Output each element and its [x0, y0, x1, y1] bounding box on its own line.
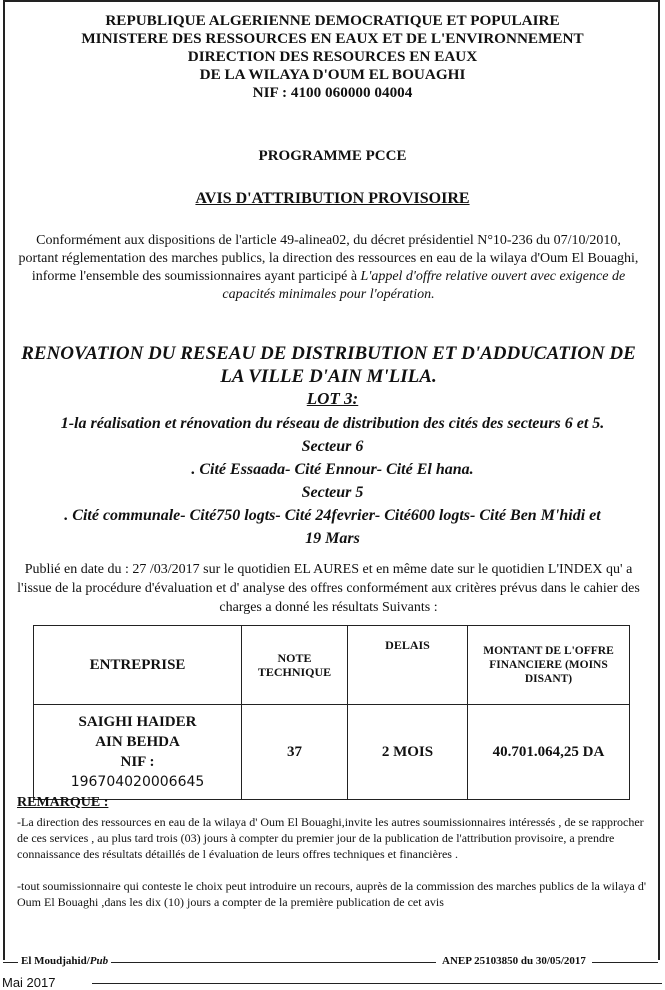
lot-title: LOT 3: — [306, 389, 359, 408]
footer-anep: ANEP 25103850 du 30/05/2017 — [436, 955, 592, 967]
entreprise-nif-value: 196704020006645 — [70, 774, 205, 790]
secteur-5-label: Secteur 5 — [301, 484, 364, 501]
header-direction: DIRECTION DES RESOURCES EN EAUX — [187, 48, 478, 65]
avis-title: AVIS D'ATTRIBUTION PROVISOIRE — [195, 190, 470, 207]
footer-brand-name: El Moudjahid/ — [21, 955, 90, 967]
lot-line-1: 1-la réalisation et rénovation du réseau de distribution des cités des secteurs 6 et 5. — [60, 415, 605, 432]
publication-paragraph: Publié en date du : 27 /03/2017 sur le quotidien EL AURES et en même date sur le quotidien L'INDEX qu' a l'issue de la procédure d'évaluation et d' analyse des offres conformément aux critères prévus dans le cahier des charges a donné les résultats Suivants : — [17, 562, 640, 615]
remarque-paragraph-1: -La direction des ressources en eau de la wilaya d' Oum El Bouaghi,invite les autres soumissionnaires intéressés , de se rapprocher de ces services , au plus tard trois (03) jours à compter du premier jour de la publication de l'attribution provisoire, a prendre connaissance des résultats détaillés de l évaluation de leurs offres techniques et financières . — [17, 815, 644, 861]
footer-brand — [18, 955, 111, 967]
intro-paragraph — [16, 232, 641, 304]
intro-text: Conformément aux dispositions de l'article 49-alinea02, du décret présidentiel N°10-236 du 07/10/2010, portant réglementation des marches publics, la direction des ressources en eau de la wilaya d'Oum El Bouaghi, informe l'ensemble des soumissionnaires ayant participé à — [18, 233, 639, 284]
secteur-6-cites: . Cité Essaada- Cité Ennour- Cité El hana. — [191, 461, 474, 478]
header-republic: REPUBLIQUE ALGERIENNE DEMOCRATIQUE ET POPULAIRE — [105, 12, 560, 29]
entreprise-city: AIN BEHDA — [95, 734, 180, 750]
table-row — [34, 705, 630, 800]
bottom-date: Mai 2017 — [2, 975, 56, 990]
footer-brand-pub: Pub — [89, 955, 109, 967]
cell-note: 37 — [242, 705, 348, 800]
header-entreprise: ENTREPRISE — [34, 626, 242, 705]
renovation-line-1: RENOVATION DU RESEAU DE DISTRIBUTION ET D'ADDUCATION DE — [21, 343, 636, 364]
renovation-title — [10, 342, 647, 388]
entreprise-name: SAIGHI HAIDER — [78, 714, 197, 730]
programme-title: PROGRAMME PCCE — [258, 148, 407, 164]
header-block — [0, 12, 665, 102]
header-ministry: MINISTERE DES RESSOURCES EN EAUX ET DE L'ENVIRONNEMENT — [81, 30, 584, 47]
intro-italic: L'appel d'offre relative ouvert avec exigence de capacités minimales pour l'opération. — [222, 269, 626, 302]
secteur-5-cites: . Cité communale- Cité750 logts- Cité 24fevrier- Cité600 logts- Cité Ben M'hidi et — [64, 507, 601, 524]
table-header-row — [34, 626, 630, 705]
header-nif: NIF : 4100 060000 04004 — [252, 84, 413, 101]
cell-montant: 40.701.064,25 DA — [468, 705, 630, 800]
results-table — [33, 625, 630, 800]
secteur-5-cites-end: 19 Mars — [305, 530, 360, 547]
bottom-rule — [92, 983, 662, 984]
header-montant: MONTANT DE L'OFFRE FINANCIERE (MOINS DISANT) — [468, 626, 630, 705]
remarque-paragraph-2: -tout soumissionnaire qui conteste le choix peut introduire un recours, auprès de la commission des marches publics de la wilaya d' Oum El Bouaghi ,dans les dix (10) jours a compter de la première publication de cet avis — [17, 879, 647, 909]
renovation-line-2: LA VILLE D'AIN M'LILA. — [220, 366, 437, 387]
lot-description — [0, 412, 665, 550]
header-note: NOTE TECHNIQUE — [242, 626, 348, 705]
cell-delais: 2 MOIS — [348, 705, 468, 800]
cell-entreprise — [34, 705, 242, 800]
secteur-6-label: Secteur 6 — [301, 438, 364, 455]
entreprise-nif-label: NIF : — [120, 754, 155, 770]
remarque-title: REMARQUE : — [17, 795, 109, 810]
footer-bar — [0, 955, 665, 969]
header-wilaya: DE LA WILAYA D'OUM EL BOUAGHI — [199, 66, 466, 83]
header-delais: DELAIS — [348, 626, 468, 705]
